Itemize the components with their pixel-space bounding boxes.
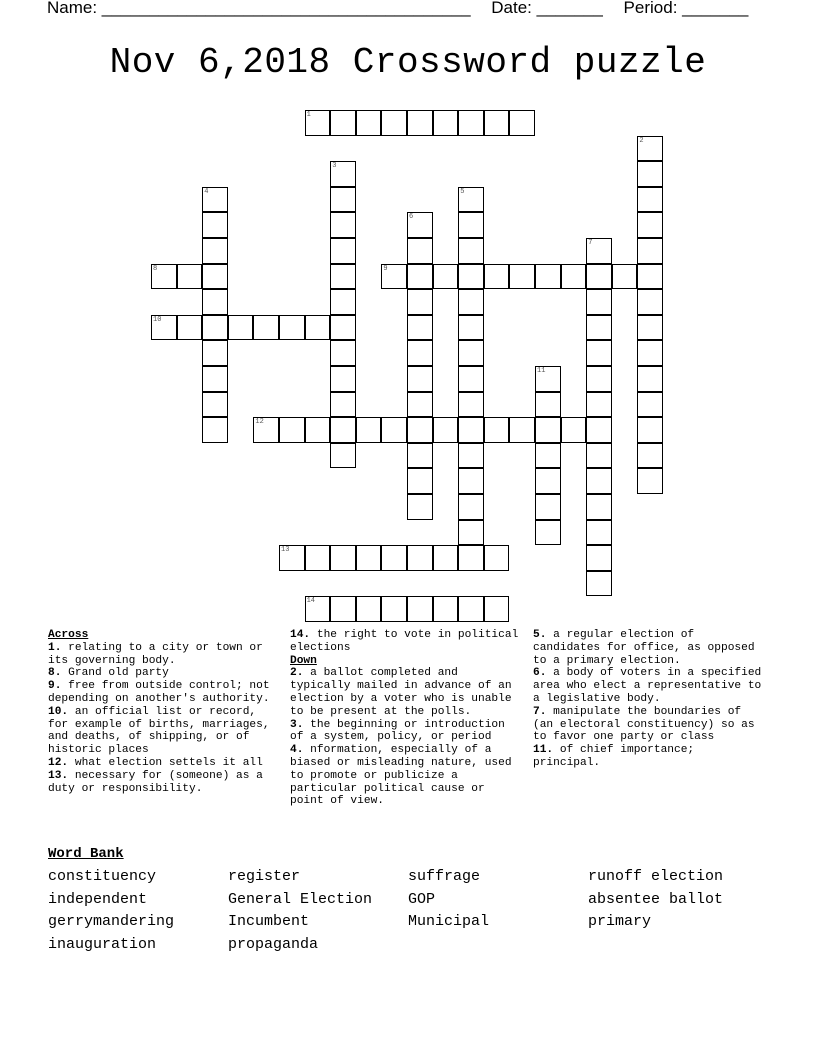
crossword-cell[interactable] [458, 494, 484, 520]
crossword-cell[interactable] [637, 238, 663, 264]
crossword-cell[interactable] [356, 596, 382, 622]
crossword-cell[interactable] [586, 366, 612, 392]
page-title: Nov 6,2018 Crossword puzzle [109, 42, 707, 83]
crossword-cell[interactable] [586, 392, 612, 418]
crossword-cell[interactable] [433, 545, 459, 571]
crossword-cell[interactable] [202, 392, 228, 418]
name-field[interactable]: Name: _______________________________________ [47, 0, 471, 17]
word-bank-item: inauguration [48, 935, 157, 953]
crossword-cell[interactable] [279, 417, 305, 443]
crossword-cell[interactable] [279, 315, 305, 341]
crossword-cell[interactable] [330, 315, 356, 341]
crossword-cell[interactable] [330, 212, 356, 238]
crossword-cell[interactable] [535, 520, 561, 546]
crossword-cell[interactable] [458, 596, 484, 622]
crossword-cell[interactable] [330, 417, 356, 443]
crossword-cell[interactable] [381, 545, 407, 571]
crossword-cell[interactable] [586, 443, 612, 469]
across-heading: Across [48, 629, 89, 641]
clue-down-11: 11. of chief importance; principal. [533, 744, 695, 769]
word-bank-item: Incumbent [228, 913, 310, 931]
crossword-cell[interactable] [586, 340, 612, 366]
crossword-cell[interactable] [535, 468, 561, 494]
crossword-cell[interactable] [407, 417, 433, 443]
crossword-cell[interactable] [407, 264, 433, 290]
crossword-cell[interactable] [484, 417, 510, 443]
crossword-cell[interactable] [586, 545, 612, 571]
word-bank-item: runoff election [588, 868, 724, 885]
word-bank-item: Municipal [408, 913, 490, 931]
clue-number-label: 9 [383, 264, 388, 273]
crossword-cell[interactable] [202, 340, 228, 366]
word-bank-item: suffrage [408, 868, 481, 885]
crossword-cell[interactable] [202, 289, 228, 315]
crossword-cell[interactable] [253, 315, 279, 341]
clue-down-6: 6. a body of voters in a specified area who elect a representative to a legislative body. [533, 667, 762, 705]
clue-across-12: 12. what election settels it all [48, 756, 263, 769]
crossword-cell[interactable] [407, 110, 433, 136]
crossword-cell[interactable] [407, 443, 433, 469]
crossword-cell[interactable] [535, 392, 561, 418]
crossword-cell[interactable] [458, 264, 484, 290]
clue-number-label: 5 [460, 187, 465, 196]
crossword-cell[interactable] [484, 545, 510, 571]
clue-number-label: 10 [153, 315, 162, 324]
crossword-cell[interactable] [509, 110, 535, 136]
crossword-cell[interactable] [637, 443, 663, 469]
crossword-cell[interactable] [305, 315, 331, 341]
word-bank-item: absentee ballot [588, 890, 724, 908]
clue-column-1 [48, 629, 278, 795]
crossword-cell[interactable] [407, 238, 433, 264]
crossword-cell[interactable] [407, 366, 433, 392]
crossword-cell[interactable] [637, 340, 663, 366]
date-field[interactable]: Date: _______ [491, 0, 603, 17]
crossword-cell[interactable] [407, 494, 433, 520]
crossword-cell[interactable] [535, 417, 561, 443]
clue-column-3 [533, 629, 765, 770]
crossword-cell[interactable] [637, 315, 663, 341]
crossword-cell[interactable] [330, 340, 356, 366]
crossword-cell[interactable] [509, 264, 535, 290]
crossword-cell[interactable] [586, 264, 612, 290]
clue-number-label: 13 [281, 546, 290, 555]
clue-across-14: 14. the right to vote in political elections [290, 629, 519, 654]
crossword-cell[interactable] [458, 238, 484, 264]
crossword-cell[interactable] [202, 315, 228, 341]
crossword-cell[interactable] [586, 520, 612, 546]
crossword-cell[interactable] [330, 392, 356, 418]
clue-number-label: 2 [639, 136, 644, 145]
crossword-cell[interactable] [637, 392, 663, 418]
crossword-cell[interactable] [484, 110, 510, 136]
word-bank-item: independent [48, 890, 148, 908]
clue-across-9: 9. free from outside control; not depending on another's authority. [48, 680, 270, 705]
crossword-cell[interactable] [177, 315, 203, 341]
crossword-cell[interactable] [330, 264, 356, 290]
crossword-cell[interactable] [202, 264, 228, 290]
crossword-cell[interactable] [433, 264, 459, 290]
word-bank-item: gerrymandering [48, 913, 175, 931]
crossword-cell[interactable] [637, 468, 663, 494]
crossword-cell[interactable] [458, 289, 484, 315]
word-bank-item: register [228, 868, 301, 885]
crossword-cell[interactable] [637, 212, 663, 238]
clue-across-8: 8. Grand old party [48, 667, 169, 680]
crossword-cell[interactable] [535, 443, 561, 469]
crossword-cell[interactable] [458, 468, 484, 494]
crossword-cell[interactable] [433, 417, 459, 443]
crossword-cell[interactable] [637, 289, 663, 315]
word-bank-item: GOP [408, 890, 436, 908]
clue-number-label: 1 [306, 111, 311, 119]
crossword-cell[interactable] [330, 366, 356, 392]
crossword-cell[interactable] [586, 315, 612, 341]
clue-column-2 [290, 629, 522, 808]
clue-number-label: 14 [306, 597, 315, 606]
crossword-cell[interactable] [458, 417, 484, 443]
clue-number-label: 11 [537, 367, 546, 375]
crossword-cell[interactable] [458, 340, 484, 366]
clue-down-7: 7. manipulate the boundaries of (an electoral constituency) so as to favor one party or class [533, 705, 755, 744]
crossword-cell[interactable] [484, 264, 510, 290]
crossword-cell[interactable] [433, 110, 459, 136]
crossword-cell[interactable] [535, 264, 561, 290]
crossword-cell[interactable] [407, 392, 433, 418]
crossword-cell[interactable] [305, 417, 331, 443]
clue-down-5: 5. a regular election of candidates for office, as opposed to a primary election. [533, 629, 755, 667]
crossword-cell[interactable] [637, 187, 663, 213]
word-bank-item: primary [588, 913, 652, 931]
crossword-cell[interactable] [637, 264, 663, 290]
crossword-cell[interactable] [561, 264, 587, 290]
crossword-cell[interactable] [202, 366, 228, 392]
clue-down-3: 3. the beginning or introduction of a system, policy, or period [290, 718, 505, 744]
crossword-cell[interactable] [356, 110, 382, 136]
clue-number-label: 8 [153, 264, 158, 273]
crossword-cell[interactable] [177, 264, 203, 290]
down-heading: Down [290, 654, 317, 667]
crossword-cell[interactable] [458, 212, 484, 238]
crossword-cell[interactable] [305, 545, 331, 571]
clue-across-13: 13. necessary for (someone) as a duty or responsibility. [48, 769, 263, 795]
crossword-cell[interactable] [637, 366, 663, 392]
crossword-cell[interactable] [381, 596, 407, 622]
clue-down-2: 2. a ballot completed and typically mailed in advance of an election by a voter who is unable to be present at the polls. [290, 667, 512, 718]
crossword-cell[interactable] [586, 289, 612, 315]
period-field[interactable]: Period: _______ [623, 0, 749, 17]
word-bank-item: constituency [48, 868, 157, 885]
crossword-cell[interactable] [407, 545, 433, 571]
crossword-cell[interactable] [509, 417, 535, 443]
crossword-cell[interactable] [586, 417, 612, 443]
clue-number-label: 4 [204, 187, 209, 196]
word-bank-title: Word Bank [48, 846, 124, 862]
crossword-cell[interactable] [202, 238, 228, 264]
crossword-cell[interactable] [561, 417, 587, 443]
clue-across-1: 1. relating to a city or town or its governing body. [48, 641, 263, 667]
crossword-cell[interactable] [356, 545, 382, 571]
crossword-cell[interactable] [458, 392, 484, 418]
crossword-cell[interactable] [612, 264, 638, 290]
crossword-cell[interactable] [458, 520, 484, 546]
crossword-cell[interactable] [433, 596, 459, 622]
clue-number-label: 7 [588, 239, 593, 247]
crossword-cell[interactable] [586, 468, 612, 494]
crossword-cell[interactable] [407, 340, 433, 366]
crossword-cell[interactable] [458, 443, 484, 469]
crossword-cell[interactable] [381, 417, 407, 443]
crossword-cell[interactable] [458, 110, 484, 136]
crossword-cell[interactable] [586, 571, 612, 597]
crossword-cell[interactable] [407, 468, 433, 494]
crossword-cell[interactable] [586, 494, 612, 520]
crossword-cell[interactable] [330, 110, 356, 136]
crossword-cell[interactable] [356, 417, 382, 443]
clue-number-label: 6 [409, 213, 414, 222]
crossword-cell[interactable] [330, 238, 356, 264]
crossword-cell[interactable] [458, 545, 484, 571]
clue-down-4: 4. nformation, especially of a biased or misleading nature, used to promote or publicize a particular political cause or point of view. [290, 744, 512, 808]
crossword-cell[interactable] [330, 596, 356, 622]
word-bank [48, 868, 788, 953]
word-bank-item: General Election [228, 890, 373, 908]
crossword-cell[interactable] [202, 417, 228, 443]
crossword-cell[interactable] [228, 315, 254, 341]
crossword-cell[interactable] [407, 315, 433, 341]
crossword-cell[interactable] [637, 161, 663, 187]
crossword-cell[interactable] [484, 596, 510, 622]
crossword-cell[interactable] [535, 494, 561, 520]
crossword-cell[interactable] [330, 187, 356, 213]
crossword-cell[interactable] [637, 417, 663, 443]
crossword-cell[interactable] [407, 289, 433, 315]
crossword-cell[interactable] [458, 315, 484, 341]
crossword-cell[interactable] [330, 545, 356, 571]
crossword-cell[interactable] [330, 289, 356, 315]
crossword-cell[interactable] [407, 596, 433, 622]
crossword-cell[interactable] [330, 443, 356, 469]
crossword-cell[interactable] [202, 212, 228, 238]
clue-number-label: 12 [255, 418, 264, 427]
crossword-cell[interactable] [458, 366, 484, 392]
clue-number-label: 3 [332, 162, 337, 171]
crossword-cell[interactable] [381, 110, 407, 136]
word-bank-item: propaganda [228, 935, 319, 953]
clue-across-10: 10. an official list or record, for example of births, marriages, and deaths, of shipping, or of historic places [48, 705, 270, 757]
